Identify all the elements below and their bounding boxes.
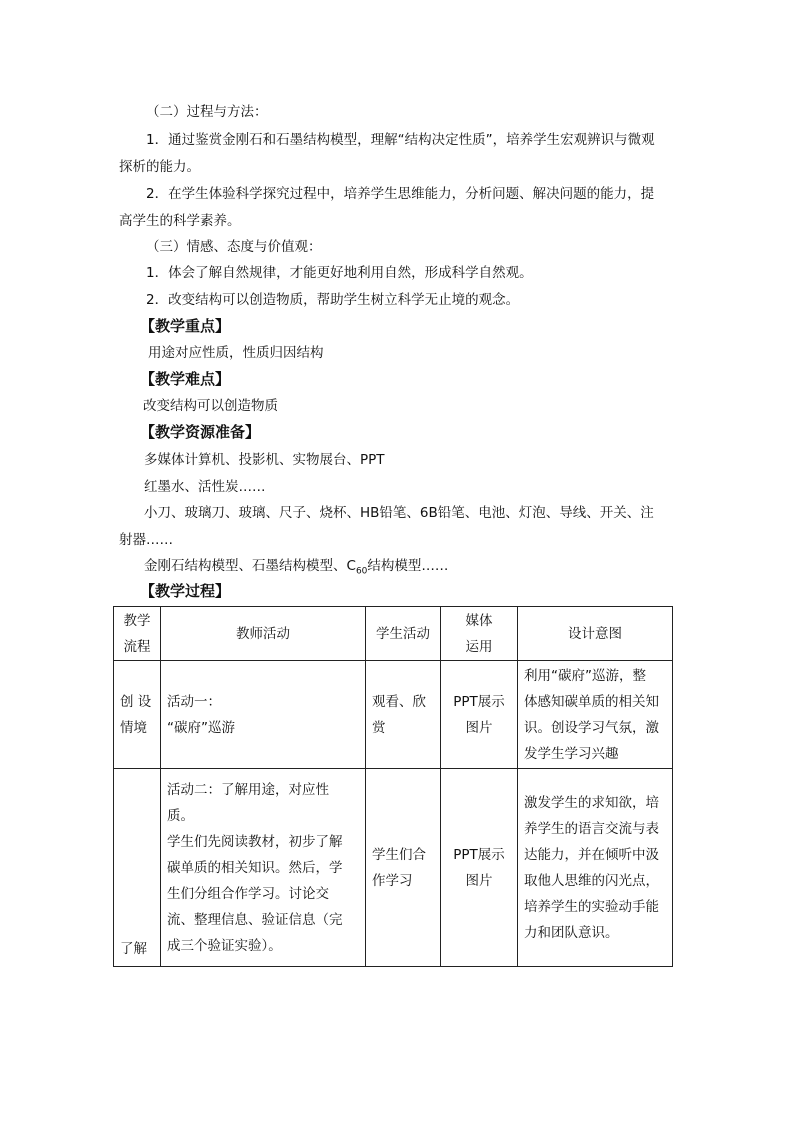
resource-item-2: 红墨水、活性炭…… <box>144 479 266 495</box>
row2-design-line-4: 取他人思维的闪光点， <box>524 872 659 889</box>
row2-design-line-2: 养学生的语言交流与表 <box>524 820 659 837</box>
row1-design-intent <box>518 661 673 769</box>
teaching-difficulty-text: 改变结构可以创造物质 <box>143 398 278 414</box>
row2-teacher-line-3: 学生们先阅读教材，初步了解 <box>167 833 343 850</box>
row2-design-line-6: 力和团队意识。 <box>524 924 619 941</box>
teaching-process-table <box>113 606 673 967</box>
resource-item-4-prefix: 金刚石结构模型、石墨结构模型、C <box>144 558 356 574</box>
row2-media-line-1: PPT展示 <box>453 846 505 863</box>
row2-teacher-line-5: 生们分组合作学习。讨论交 <box>167 885 329 902</box>
row1-media-line-1: PPT展示 <box>453 693 505 710</box>
header-flow-line-2: 流程 <box>123 638 151 655</box>
row2-student-line-1: 学生们合 <box>372 846 426 863</box>
row2-design-intent <box>518 769 673 967</box>
row1-student-line-1: 观看、欣 <box>372 693 426 710</box>
row1-flow-line-2: 情境 <box>120 719 147 736</box>
row2-teacher-line-2: 质。 <box>167 807 194 824</box>
process-item-1-line-1: 1．通过鉴赏金刚石和石墨结构模型，理解“结构决定性质”，培养学生宏观辨识与微观 <box>146 132 655 148</box>
resource-item-4-suffix: 结构模型…… <box>367 558 449 574</box>
row2-media-line-2: 图片 <box>465 872 493 889</box>
resource-item-1: 多媒体计算机、投影机、实物展台、PPT <box>144 452 385 468</box>
emotion-heading: （三）情感、态度与价值观： <box>146 239 322 255</box>
row2-teacher-line-6: 流、整理信息、验证信息（完 <box>167 911 343 928</box>
row2-teacher-line-4: 碳单质的相关知识。然后，学 <box>167 859 343 876</box>
row1-teacher-activity <box>161 661 366 769</box>
teaching-difficulty-heading: 【教学难点】 <box>140 370 231 388</box>
row2-design-line-5: 培养学生的实验动手能 <box>524 898 659 915</box>
row1-design-line-1: 利用“碳府”巡游，整 <box>524 667 646 684</box>
c60-subscript: 60 <box>355 566 368 577</box>
header-teacher-activity: 教师活动 <box>161 607 366 661</box>
resources-heading: 【教学资源准备】 <box>140 423 261 441</box>
row2-student-line-2: 作学习 <box>372 872 413 889</box>
header-media-line-1: 媒体 <box>465 612 493 629</box>
emotion-item-1: 1．体会了解自然规律，才能更好地利用自然，形成科学自然观。 <box>146 265 533 281</box>
header-flow <box>114 607 161 661</box>
header-media-line-2: 运用 <box>465 638 493 655</box>
row2-media <box>441 769 518 967</box>
row1-flow <box>114 661 161 769</box>
row1-student-activity <box>366 661 441 769</box>
table-header-row <box>114 607 673 661</box>
row2-design-line-3: 达能力，并在倾听中汲 <box>524 846 659 863</box>
row1-design-line-2: 体感知碳单质的相关知 <box>524 693 659 710</box>
teaching-process-heading: 【教学过程】 <box>140 582 231 600</box>
table-row <box>114 661 673 769</box>
row1-design-line-3: 识。创设学习气氛，激 <box>524 719 659 736</box>
resource-item-3-line-2: 射器…… <box>119 532 173 548</box>
row2-teacher-activity <box>161 769 366 967</box>
row1-student-line-2: 赏 <box>372 719 386 736</box>
header-flow-line-1: 教学 <box>123 612 151 629</box>
emotion-item-2: 2．改变结构可以创造物质，帮助学生树立科学无止境的观念。 <box>146 292 520 308</box>
row1-teacher-line-2: “碳府”巡游 <box>167 719 235 736</box>
row2-teacher-line-7: 成三个验证实验）。 <box>167 937 282 954</box>
header-design-intent: 设计意图 <box>518 607 673 661</box>
header-media <box>441 607 518 661</box>
process-item-2-line-2: 高学生的科学素养。 <box>119 213 241 229</box>
process-item-1-line-2: 探析的能力。 <box>119 159 200 175</box>
row2-teacher-line-1: 活动二：了解用途，对应性 <box>167 781 329 798</box>
row1-teacher-line-1: 活动一： <box>167 693 221 710</box>
row2-design-line-1: 激发学生的求知欲，培 <box>524 794 659 811</box>
row1-design-line-4: 发学生学习兴趣 <box>524 745 619 762</box>
row1-media-line-2: 图片 <box>465 719 493 736</box>
teaching-key-heading: 【教学重点】 <box>140 317 231 335</box>
row1-flow-line-1: 创 设 <box>120 693 152 710</box>
resource-item-4 <box>144 557 448 581</box>
process-item-2-line-1: 2．在学生体验科学探究过程中，培养学生思维能力，分析问题、解决问题的能力，提 <box>146 186 655 202</box>
header-student-activity: 学生活动 <box>366 607 441 661</box>
resource-item-3-line-1: 小刀、玻璃刀、玻璃、尺子、烧杯、HB铅笔、6B铅笔、电池、灯泡、导线、开关、注 <box>144 505 654 521</box>
row2-flow: 了解 <box>114 769 161 967</box>
table-row <box>114 769 673 967</box>
row1-media <box>441 661 518 769</box>
teaching-key-text: 用途对应性质，性质归因结构 <box>148 345 324 361</box>
row2-student-activity <box>366 769 441 967</box>
process-method-heading: （二）过程与方法： <box>146 104 268 120</box>
